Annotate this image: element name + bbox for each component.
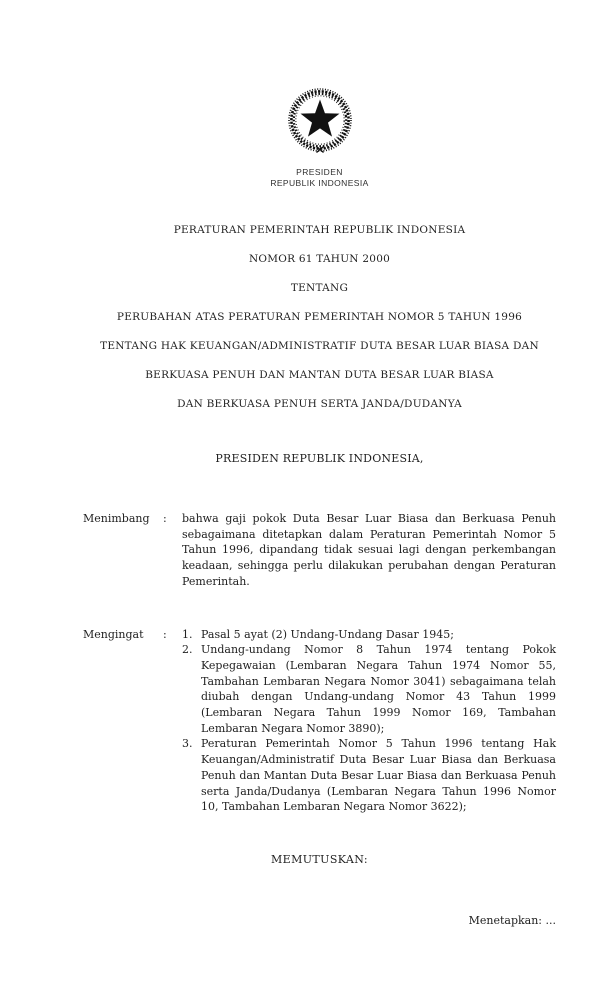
considering-colon: :: [163, 512, 167, 525]
considering-label: Menimbang: [83, 512, 150, 525]
salutation: PRESIDEN REPUBLIK INDONESIA,: [215, 452, 424, 465]
document-content: [83, 0, 556, 927]
star-wreath-emblem-icon: [286, 86, 354, 154]
document-title: [83, 216, 556, 419]
title-line-7: DAN BERKUASA PENUH SERTA JANDA/DUDANYA: [177, 398, 462, 410]
recalling-label: Mengingat: [83, 627, 144, 641]
recalling-colon: :: [163, 627, 167, 641]
recalling-item-2-text: Undang-undang Nomor 8 Tahun 1974 tentang Pokok Kepegawaian (Lembaran Negara Tahun 1974 Nomor 55, Tambahan Lembaran Negara Nomor 3041) sebagaimana telah diubah dengan Undang-undang Nomor 43 Tahun 1999 (Lembaran Negara Tahun 1999 Nomor 169, Tambahan Lembaran Negara Nomor 3890);: [201, 643, 556, 735]
recalling-item-3-text: Peraturan Pemerintah Nomor 5 Tahun 1996 tentang Hak Keuangan/Administratif Duta Besar Luar Biasa dan Berkuasa Penuh dan Mantan Duta Besar Luar Biasa dan Berkuasa Penuh serta Janda/Dudanya (Lembaran Negara Tahun 1996 Nomor 10, Tambahan Lembaran Negara Nomor 3622);: [201, 737, 556, 814]
considering-text: bahwa gaji pokok Duta Besar Luar Biasa dan Berkuasa Penuh sebagaimana ditetapkan dalam Peraturan Pemerintah Nomor 5 Tahun 1996, dipandang tidak sesuai lagi dengan perkembangan keadaan, sehingga perlu dilakukan perubahan dengan Peraturan Pemerintah.: [182, 512, 556, 588]
title-line-4: PERUBAHAN ATAS PERATURAN PEMERINTAH NOMOR 5 TAHUN 1996: [116, 311, 523, 323]
title-line-2: NOMOR 61 TAHUN 2000: [248, 253, 391, 265]
recalling-section: [83, 627, 556, 815]
presidential-seal: [286, 86, 354, 154]
letterhead: [83, 167, 556, 188]
recalling-item-1-number: 1.: [182, 627, 193, 641]
recalling-item-1-text: Pasal 5 ayat (2) Undang-Undang Dasar 1945;: [201, 627, 454, 641]
recalling-item-3-number: 3.: [182, 737, 193, 751]
decision-heading: MEMUTUSKAN:: [270, 852, 369, 866]
title-line-5: TENTANG HAK KEUANGAN/ADMINISTRATIF DUTA BESAR LUAR BIASA DAN: [100, 340, 539, 352]
title-line-1: PERATURAN PEMERINTAH REPUBLIK INDONESIA: [173, 224, 466, 236]
recalling-item-2-number: 2.: [182, 643, 193, 657]
letterhead-line-2: REPUBLIK INDONESIA: [270, 177, 369, 188]
page-continuation-marker: Menetapkan: ...: [468, 913, 556, 927]
title-line-6: BERKUASA PENUH DAN MANTAN DUTA BESAR LUAR BIASA: [145, 369, 494, 381]
recalling-item-2: [182, 642, 556, 736]
recalling-list: [182, 627, 556, 815]
letterhead-line-1: PRESIDEN: [296, 167, 343, 177]
title-line-3: TENTANG: [290, 282, 349, 294]
star-icon: [300, 100, 339, 137]
considering-section: [83, 511, 556, 590]
recalling-item-1: [182, 627, 556, 643]
recalling-item-3: [182, 736, 556, 815]
